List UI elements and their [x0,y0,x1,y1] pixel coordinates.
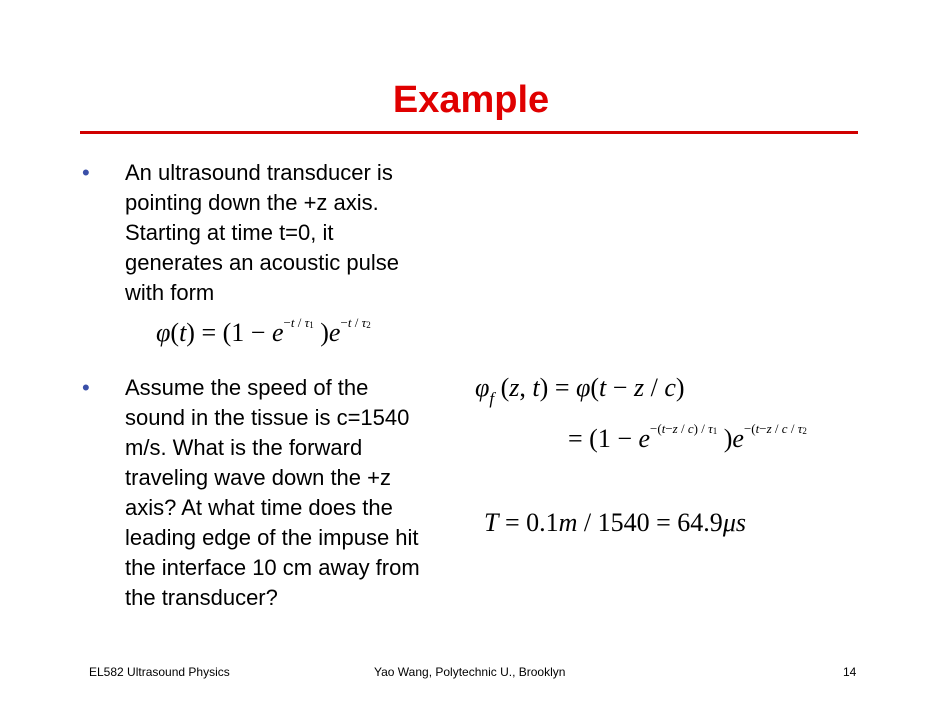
bullet-text-2: Assume the speed of the sound in the tissue is c=1540 m/s. What is the forward traveling wave down the +z axis? At what time does the leading edge of the impuse hit the interface 10 cm away from the transducer? [125,375,420,610]
footer-author: Yao Wang, Polytechnic U., Brooklyn [374,665,566,679]
equation-forward-wave-expanded: = ($1 - e^{-(t-z / c) / \tau_1}$ )$e^{-(t-z / c / \tau_2}$ [568,421,807,453]
bullet-text-1: An ultrasound transducer is pointing down the +z axis. Starting at time t=0, it generates an acoustic pulse with form [125,160,399,305]
title-underline [80,131,858,134]
bullet-marker-2: • [82,375,90,400]
bullet-marker-1: • [82,160,90,185]
page-number: 14 [843,665,857,679]
equation-forward-wave: $\varphi_f$ (z, t) = φ(t − z / c) [475,373,685,408]
slide-title: Example [392,79,550,121]
equation-arrival-time: T = 0.1m / 1540 = 64.9μs [484,508,746,537]
equation-pulse: $\varphi(t) = (1 - e^{-t / \tau_1}$ )$e^{-t / \tau_2}$ [156,315,371,347]
footer-course: EL582 Ultrasound Physics [89,665,230,679]
